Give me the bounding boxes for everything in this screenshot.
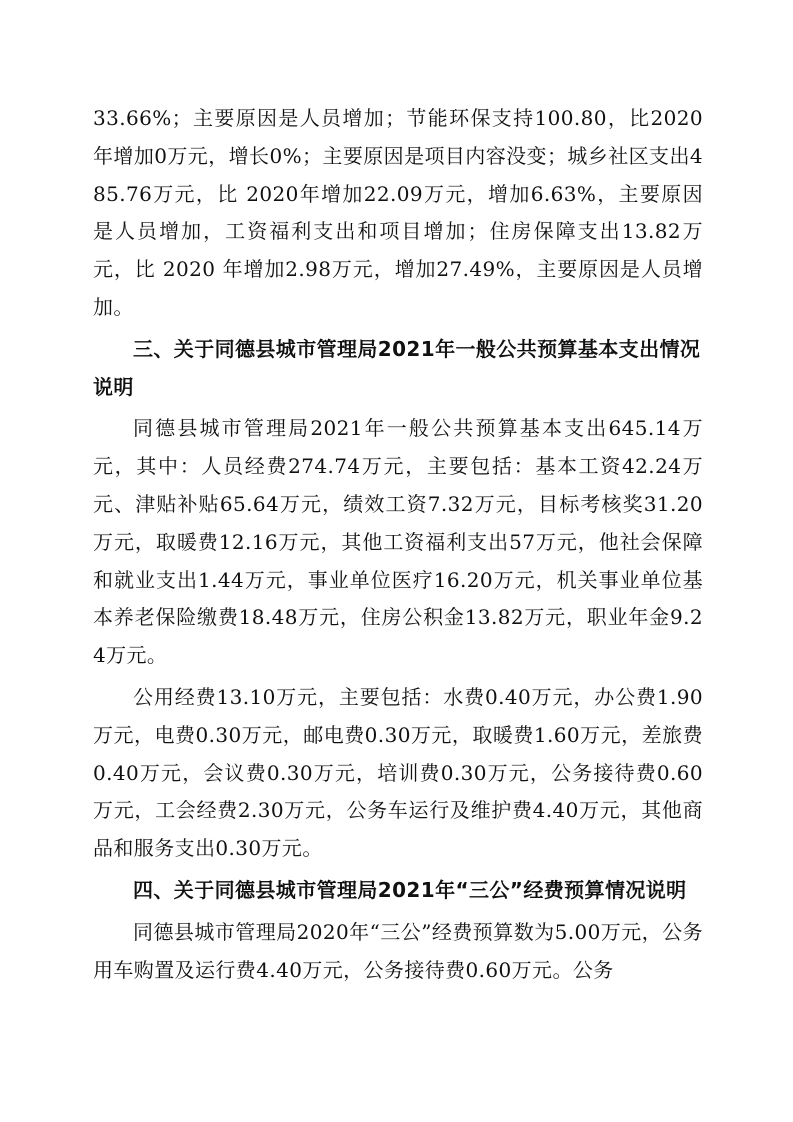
paragraph-three-public-funds: 同德县城市管理局2020年“三公”经费预算数为5.00万元，公务用车购置及运行费4.40万元，公务接待费0.60万元。公务 [93,919,703,982]
paragraph-basic-expenditure: 同德县城市管理局2021年一般公共预算基本支出645.14万元，其中：人员经费274.74万元，主要包括：基本工资42.24万元、津贴补贴65.64万元，绩效工资7.32万元，目标考核奖31.20万元，取暖费12.16万元，其他工资福利支出57万元，他社会保障和就业支出1.44万元，事业单位医疗16.20万元，机关事业单位基本养老保险缴费18.48万元，住房公积金13.82万元，职业年金9.24万元。 [93,416,703,668]
paragraph-expenditure-changes: 33.66%；主要原因是人员增加；节能环保支持100.80，比2020年增加0万元，增长0%；主要原因是项目内容没变；城乡社区支出485.76万元，比 2020年增加22.09万元，增加6.63%，主要原因是人员增加，工资福利支出和项目增加；住房保障支出13.82万元，比 2020 年增加2.98万元，增加27.49%，主要原因是人员增加。 [93,106,703,319]
section-heading-basic-expenditure: 三、关于同德县城市管理局2021年一般公共预算基本支出情况说明 [93,336,701,399]
paragraph-public-funds: 公用经费13.10万元，主要包括：水费0.40万元，办公费1.90万元，电费0.30万元，邮电费0.30万元，取暖费1.60万元，差旅费0.40万元，会议费0.30万元，培训费0.30万元，公务接待费0.60万元，工会经费2.30万元，公务车运行及维护费4.40万元，其他商品和服务支出0.30万元。 [93,684,703,861]
document-page [93,100,703,989]
section-heading-three-public-funds: 四、关于同德县城市管理局2021年“三公”经费预算情况说明 [133,877,687,902]
